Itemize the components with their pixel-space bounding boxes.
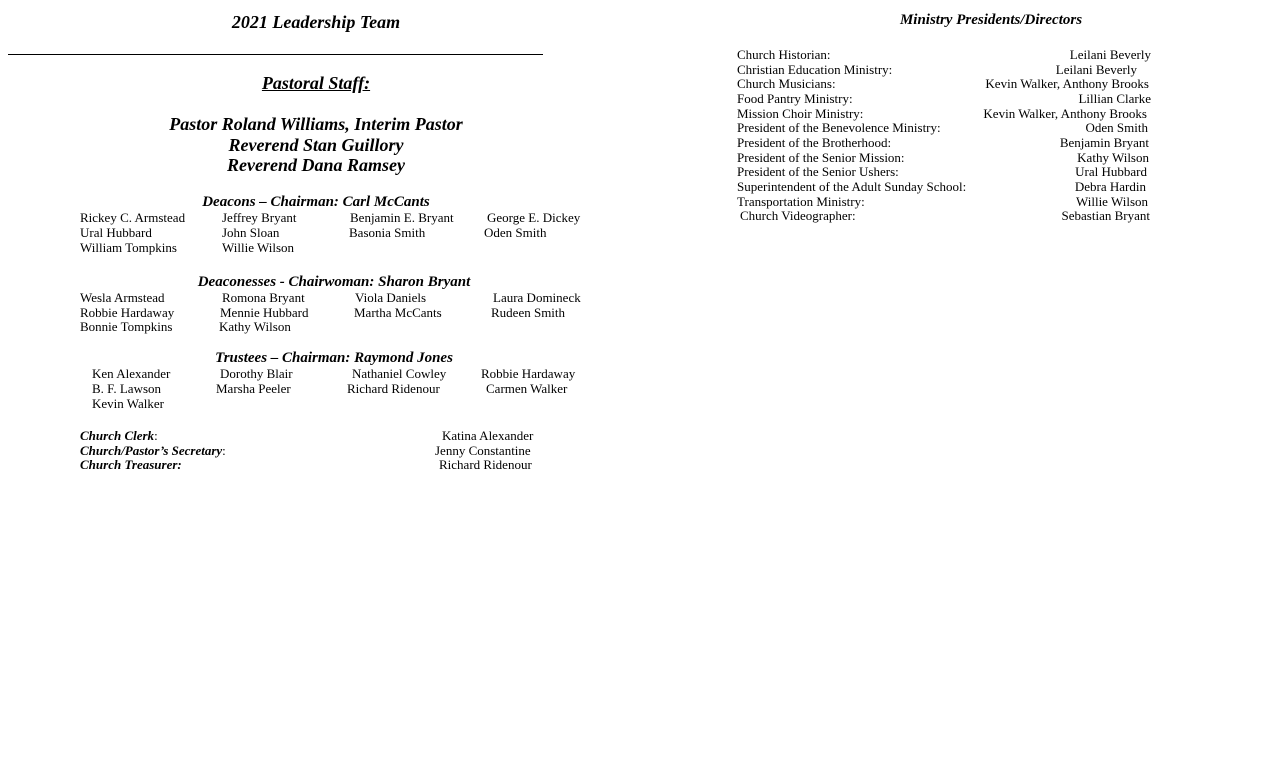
member-name: Romona Bryant (222, 290, 305, 305)
ministry-name: Debra Hardin (1074, 179, 1146, 194)
member-name: Mennie Hubbard (220, 305, 309, 320)
member-name: Benjamin E. Bryant (350, 210, 454, 225)
leadership-title: 2021 Leadership Team (231, 12, 401, 32)
member-name: William Tompkins (80, 240, 177, 255)
member-name: Ken Alexander (92, 366, 171, 381)
ministry-name: Sebastian Bryant (1061, 208, 1150, 223)
officer-name: Katina Alexander (442, 428, 534, 443)
member-name: Jeffrey Bryant (222, 210, 297, 225)
ministry-name: Willie Wilson (1075, 194, 1148, 209)
member-name: Robbie Hardaway (481, 366, 576, 381)
pastor-name: Pastor Roland Williams, Interim Pastor (169, 114, 463, 134)
ministry-name: Lillian Clarke (1078, 91, 1151, 106)
ministry-title: Ministry Presidents/Directors (899, 12, 1083, 28)
ministry-name: Ural Hubbard (1075, 164, 1147, 179)
member-name: Carmen Walker (486, 381, 568, 396)
pastoral-staff-heading: Pastoral Staff: (261, 73, 371, 93)
member-name: Ural Hubbard (80, 225, 152, 240)
ministry-name: Leilani Beverly (1069, 47, 1151, 62)
ministry-name: Leilani Beverly (1055, 62, 1137, 77)
member-name: Willie Wilson (222, 240, 295, 255)
ministry-name: Benjamin Bryant (1059, 135, 1149, 150)
ministry-role: President of the Brotherhood: (737, 135, 892, 150)
member-name: Rudeen Smith (491, 305, 566, 320)
ministry-role: Food Pantry Ministry: (737, 91, 853, 106)
trustees-heading: Trustees – Chairman: Raymond Jones (215, 350, 453, 366)
deaconesses-heading: Deaconesses - Chairwoman: Sharon Bryant (197, 274, 471, 290)
member-name: Bonnie Tompkins (80, 319, 173, 334)
ministry-role: President of the Senior Mission: (737, 150, 905, 165)
ministry-name: Oden Smith (1085, 120, 1148, 135)
ministry-role: Church Musicians: (737, 76, 836, 91)
deacons-heading: Deacons – Chairman: Carl McCants (202, 194, 430, 210)
ministry-role: Church Videographer: (740, 208, 856, 223)
ministry-role: Mission Choir Ministry: (737, 106, 864, 121)
member-name: Martha McCants (354, 305, 442, 320)
member-name: B. F. Lawson (92, 381, 162, 396)
member-name: Laura Domineck (493, 290, 581, 305)
ministry-role: President of the Senior Ushers: (737, 164, 899, 179)
officer-role: Church Clerk: (80, 428, 158, 443)
title-divider (8, 54, 543, 55)
officer-name: Jenny Constantine (435, 443, 531, 458)
member-name: Nathaniel Cowley (352, 366, 447, 381)
member-name: Dorothy Blair (220, 366, 293, 381)
member-name: Marsha Peeler (216, 381, 291, 396)
member-name: Robbie Hardaway (80, 305, 175, 320)
ministry-role: Transportation Ministry: (737, 194, 865, 209)
ministry-role: Superintendent of the Adult Sunday School: (737, 179, 967, 194)
member-name: Richard Ridenour (347, 381, 440, 396)
pastor-name: Reverend Dana Ramsey (227, 155, 405, 175)
officer-name: Richard Ridenour (439, 457, 532, 472)
member-name: Viola Daniels (355, 290, 427, 305)
member-name: George E. Dickey (487, 210, 581, 225)
pastor-list (120, 114, 512, 176)
member-name: Oden Smith (484, 225, 547, 240)
member-name: Kevin Walker (92, 396, 164, 411)
member-name: Basonia Smith (349, 225, 426, 240)
officer-role: Church/Pastor’s Secretary: (80, 443, 226, 458)
member-name: Rickey C. Armstead (80, 210, 186, 225)
ministry-name: Kathy Wilson (1077, 150, 1149, 165)
ministry-name: Kevin Walker, Anthony Brooks (983, 106, 1147, 121)
ministry-name: Kevin Walker, Anthony Brooks (985, 76, 1149, 91)
member-name: John Sloan (222, 225, 280, 240)
member-name: Wesla Armstead (80, 290, 165, 305)
pastor-name: Reverend Stan Guillory (228, 134, 404, 155)
officer-role: Church Treasurer: (80, 457, 182, 472)
ministry-role: Christian Education Ministry: (737, 62, 893, 77)
ministry-role: Church Historian: (737, 47, 831, 62)
member-name: Kathy Wilson (219, 319, 291, 334)
ministry-role: President of the Benevolence Ministry: (737, 120, 941, 135)
